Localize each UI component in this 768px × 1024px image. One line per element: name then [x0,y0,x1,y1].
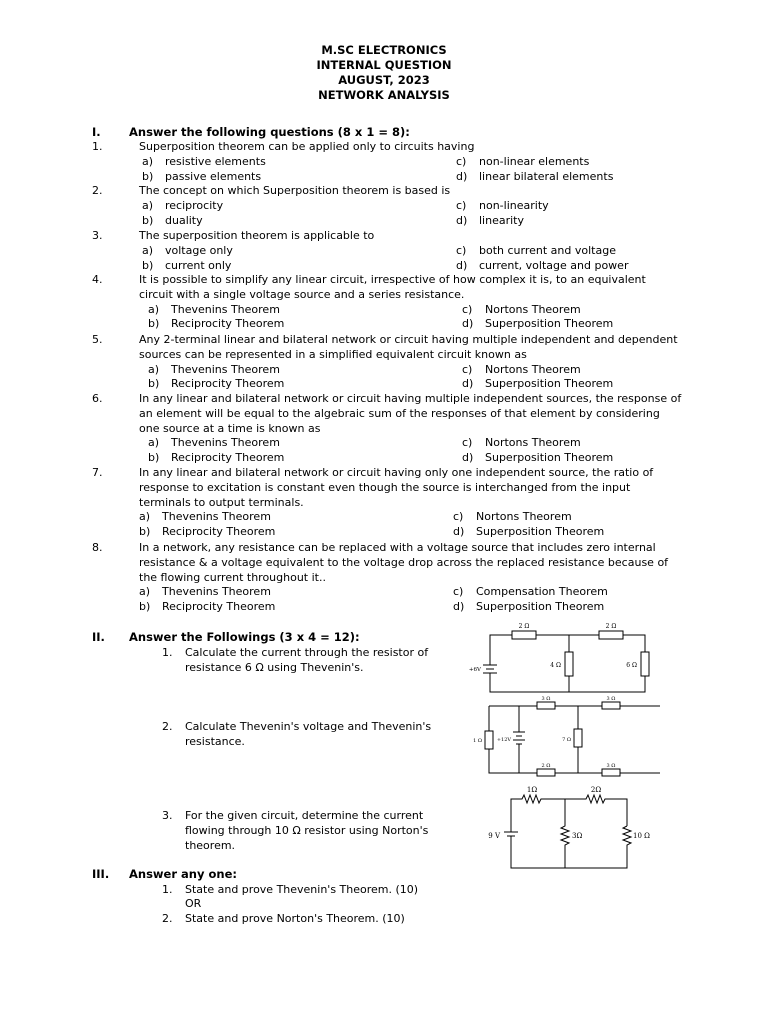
option-letter: a) [142,154,154,168]
item-text: For the given circuit, determine the current flowing through 10 Ω resistor using Norton's theorem. [185,809,429,852]
or-text: OR [185,897,202,910]
question-8 [92,541,682,585]
option-text: Nortons Theorem [485,362,581,376]
question-6 [92,392,682,436]
question-1-option-a [142,155,266,170]
c1-label-r-mid: 4 Ω [550,662,561,669]
option-letter: d) [456,213,468,227]
option-text: Thevenins Theorem [171,302,280,316]
option-letter: a) [142,243,154,257]
circuit-diagram-3 [478,782,660,877]
option-text: duality [165,213,203,227]
c2-label-r-mid: 7 Ω [562,737,571,743]
option-text: reciprocity [165,198,224,212]
question-2-option-d [456,214,524,229]
option-text: Superposition Theorem [485,377,614,391]
c2-label-r-bot-right: 3 Ω [606,763,616,769]
section-2-number: II. [92,630,105,644]
question-3 [92,229,682,244]
question-7-option-c [453,510,572,525]
c3-label-r-top-right: 2Ω [590,786,602,794]
item-text: State and prove Thevenin's Theorem. (10) [185,883,419,896]
option-letter: d) [462,451,474,465]
option-letter: c) [453,585,464,599]
c1-label-r-top-right: 2 Ω [605,623,617,630]
option-letter: b) [148,377,160,391]
question-text: Superposition theorem can be applied only to circuits having [139,140,475,153]
item-text: Calculate the current through the resistor of resistance 6 Ω using Thevenin's. [185,646,429,674]
section-2-item-2 [162,719,462,749]
option-letter: a) [148,362,160,376]
c1-label-source: +6V [468,667,481,673]
item-number: 3. [162,809,173,822]
option-letter: d) [453,525,465,539]
option-text: Reciprocity Theorem [162,600,276,614]
question-1-option-c [456,155,589,170]
exam-header [0,43,768,103]
option-text: Superposition Theorem [476,525,605,539]
option-text: linear bilateral elements [479,169,614,183]
question-7-option-b [139,525,275,540]
c3-label-source: 9 V [488,832,500,840]
section-1-number: I. [92,125,101,139]
c2-label-r-top-right: 3 Ω [606,696,616,702]
option-letter: d) [462,317,474,331]
option-text: passive elements [165,169,262,183]
option-text: Thevenins Theorem [162,585,271,599]
question-3-option-b [142,259,231,274]
option-letter: b) [139,600,151,614]
option-text: Nortons Theorem [476,510,572,524]
option-text: linearity [479,213,524,227]
option-letter: a) [139,510,151,524]
option-text: Reciprocity Theorem [171,451,285,465]
item-number: 1. [162,646,173,659]
c3-label-r-top-left: 1Ω [526,786,538,794]
question-text: In any linear and bilateral network or circuit having multiple independent sources, the response of an element will be equal to the algebraic sum of the responses of that element by considering one source at a time is known as [139,392,682,435]
c3-label-r-mid: 3Ω [572,832,583,840]
option-letter: b) [142,169,154,183]
section-3-title: Answer any one: [129,867,237,881]
question-1-option-b [142,170,261,185]
option-letter: d) [462,377,474,391]
question-2-option-b [142,214,203,229]
option-text: Superposition Theorem [476,600,605,614]
question-7 [92,466,682,510]
c1-label-r-top-left: 2 Ω [518,623,530,630]
section-3-or [162,896,462,911]
option-letter: c) [462,362,473,376]
option-text: Compensation Theorem [476,585,608,599]
option-text: Reciprocity Theorem [162,525,276,539]
question-4-option-a [148,303,280,318]
option-letter: b) [148,317,160,331]
question-text: It is possible to simplify any linear circuit, irrespective of how complex it is, to an equivalent circuit with a single voltage source and a series resistance. [139,273,646,301]
question-5-option-a [148,363,280,378]
question-4-option-b [148,317,284,332]
question-text: Any 2-terminal linear and bilateral network or circuit having multiple independent and dependent sources can be represented in a simplified equivalent circuit known as [139,333,678,361]
header-line-4: NETWORK ANALYSIS [318,88,450,102]
option-text: Reciprocity Theorem [171,377,285,391]
question-2-option-c [456,199,549,214]
option-text: Superposition Theorem [485,451,614,465]
option-text: Superposition Theorem [485,317,614,331]
c3-label-r-right: 10 Ω [633,832,650,840]
question-5 [92,333,682,363]
circuit-diagram-1 [465,618,665,696]
question-number: 3. [92,229,103,242]
item-number: 2. [162,720,173,733]
question-4 [92,273,682,303]
question-2-option-a [142,199,223,214]
question-3-option-c [456,244,616,259]
question-number: 8. [92,541,103,554]
question-text: The superposition theorem is applicable to [139,229,375,242]
option-letter: b) [139,525,151,539]
option-text: current, voltage and power [479,258,629,272]
option-letter: c) [453,510,464,524]
item-number: 1. [162,883,173,896]
item-number: 2. [162,912,173,925]
question-2 [92,184,682,199]
item-text: State and prove Norton's Theorem. (10) [185,912,405,925]
option-text: Nortons Theorem [485,436,581,450]
question-number: 4. [92,273,103,286]
question-7-option-a [139,510,271,525]
question-5-option-c [462,363,581,378]
section-2-title: Answer the Followings (3 x 4 = 12): [129,630,360,644]
question-text: In a network, any resistance can be replaced with a voltage source that includes zero internal resistance & a voltage equivalent to the voltage drop across the replaced resistance because of the flowing current throughout it.. [139,541,669,584]
question-3-option-d [456,259,628,274]
question-1 [92,140,682,155]
question-3-option-a [142,244,233,259]
option-text: both current and voltage [479,243,616,257]
option-letter: c) [456,198,467,212]
option-text: Nortons Theorem [485,302,581,316]
c2-label-source: +12V [496,737,511,743]
option-letter: b) [148,451,160,465]
option-text: voltage only [165,243,233,257]
question-number: 7. [92,466,103,479]
question-8-option-d [453,600,604,615]
section-2-item-3 [162,808,462,853]
question-6-option-c [462,436,581,451]
option-letter: b) [142,213,154,227]
question-number: 6. [92,392,103,405]
question-4-option-d [462,317,613,332]
option-letter: c) [462,302,473,316]
option-text: Reciprocity Theorem [171,317,285,331]
option-text: resistive elements [165,154,266,168]
option-text: Thevenins Theorem [171,362,280,376]
option-letter: a) [139,585,151,599]
option-letter: a) [142,198,154,212]
option-text: current only [165,258,232,272]
option-letter: d) [456,258,468,272]
question-8-option-a [139,585,271,600]
c2-label-r-bot-left: 2 Ω [541,763,551,769]
question-6-option-d [462,451,613,466]
question-5-option-d [462,377,613,392]
question-text: In any linear and bilateral network or circuit having only one independent source, the ratio of response to excitation is constant even though the source is interchanged from the input terminals to output terminals. [139,466,654,509]
header-line-1: M.SC ELECTRONICS [321,43,447,57]
item-text: Calculate Thevenin's voltage and Thevenin's resistance. [185,720,432,748]
question-8-option-b [139,600,275,615]
question-8-option-c [453,585,608,600]
option-letter: d) [453,600,465,614]
section-2-item-1 [162,645,462,675]
option-letter: a) [148,302,160,316]
question-number: 1. [92,140,103,153]
question-5-option-b [148,377,284,392]
c2-label-r-top-left: 3 Ω [541,696,551,702]
c2-label-r-left: 1 Ω [473,738,482,744]
question-6-option-b [148,451,284,466]
question-6-option-a [148,436,280,451]
option-text: non-linear elements [479,154,590,168]
option-letter: c) [456,154,467,168]
option-letter: c) [456,243,467,257]
section-3-item-2 [162,911,462,926]
c1-label-r-right: 6 Ω [626,662,637,669]
question-7-option-d [453,525,604,540]
option-text: Thevenins Theorem [162,510,271,524]
question-text: The concept on which Superposition theorem is based is [139,184,451,197]
header-line-3: AUGUST, 2023 [338,73,430,87]
option-letter: b) [142,258,154,272]
option-text: Thevenins Theorem [171,436,280,450]
question-number: 5. [92,333,103,346]
option-letter: c) [462,436,473,450]
option-letter: d) [456,169,468,183]
header-line-2: INTERNAL QUESTION [316,58,452,72]
section-1-title: Answer the following questions (8 x 1 = 8): [129,125,410,139]
circuit-diagram-2 [475,693,665,781]
question-1-option-d [456,170,613,185]
option-text: non-linearity [479,198,549,212]
question-number: 2. [92,184,103,197]
section-3-number: III. [92,867,110,881]
option-letter: a) [148,436,160,450]
section-3-item-1 [162,882,462,897]
question-4-option-c [462,303,581,318]
